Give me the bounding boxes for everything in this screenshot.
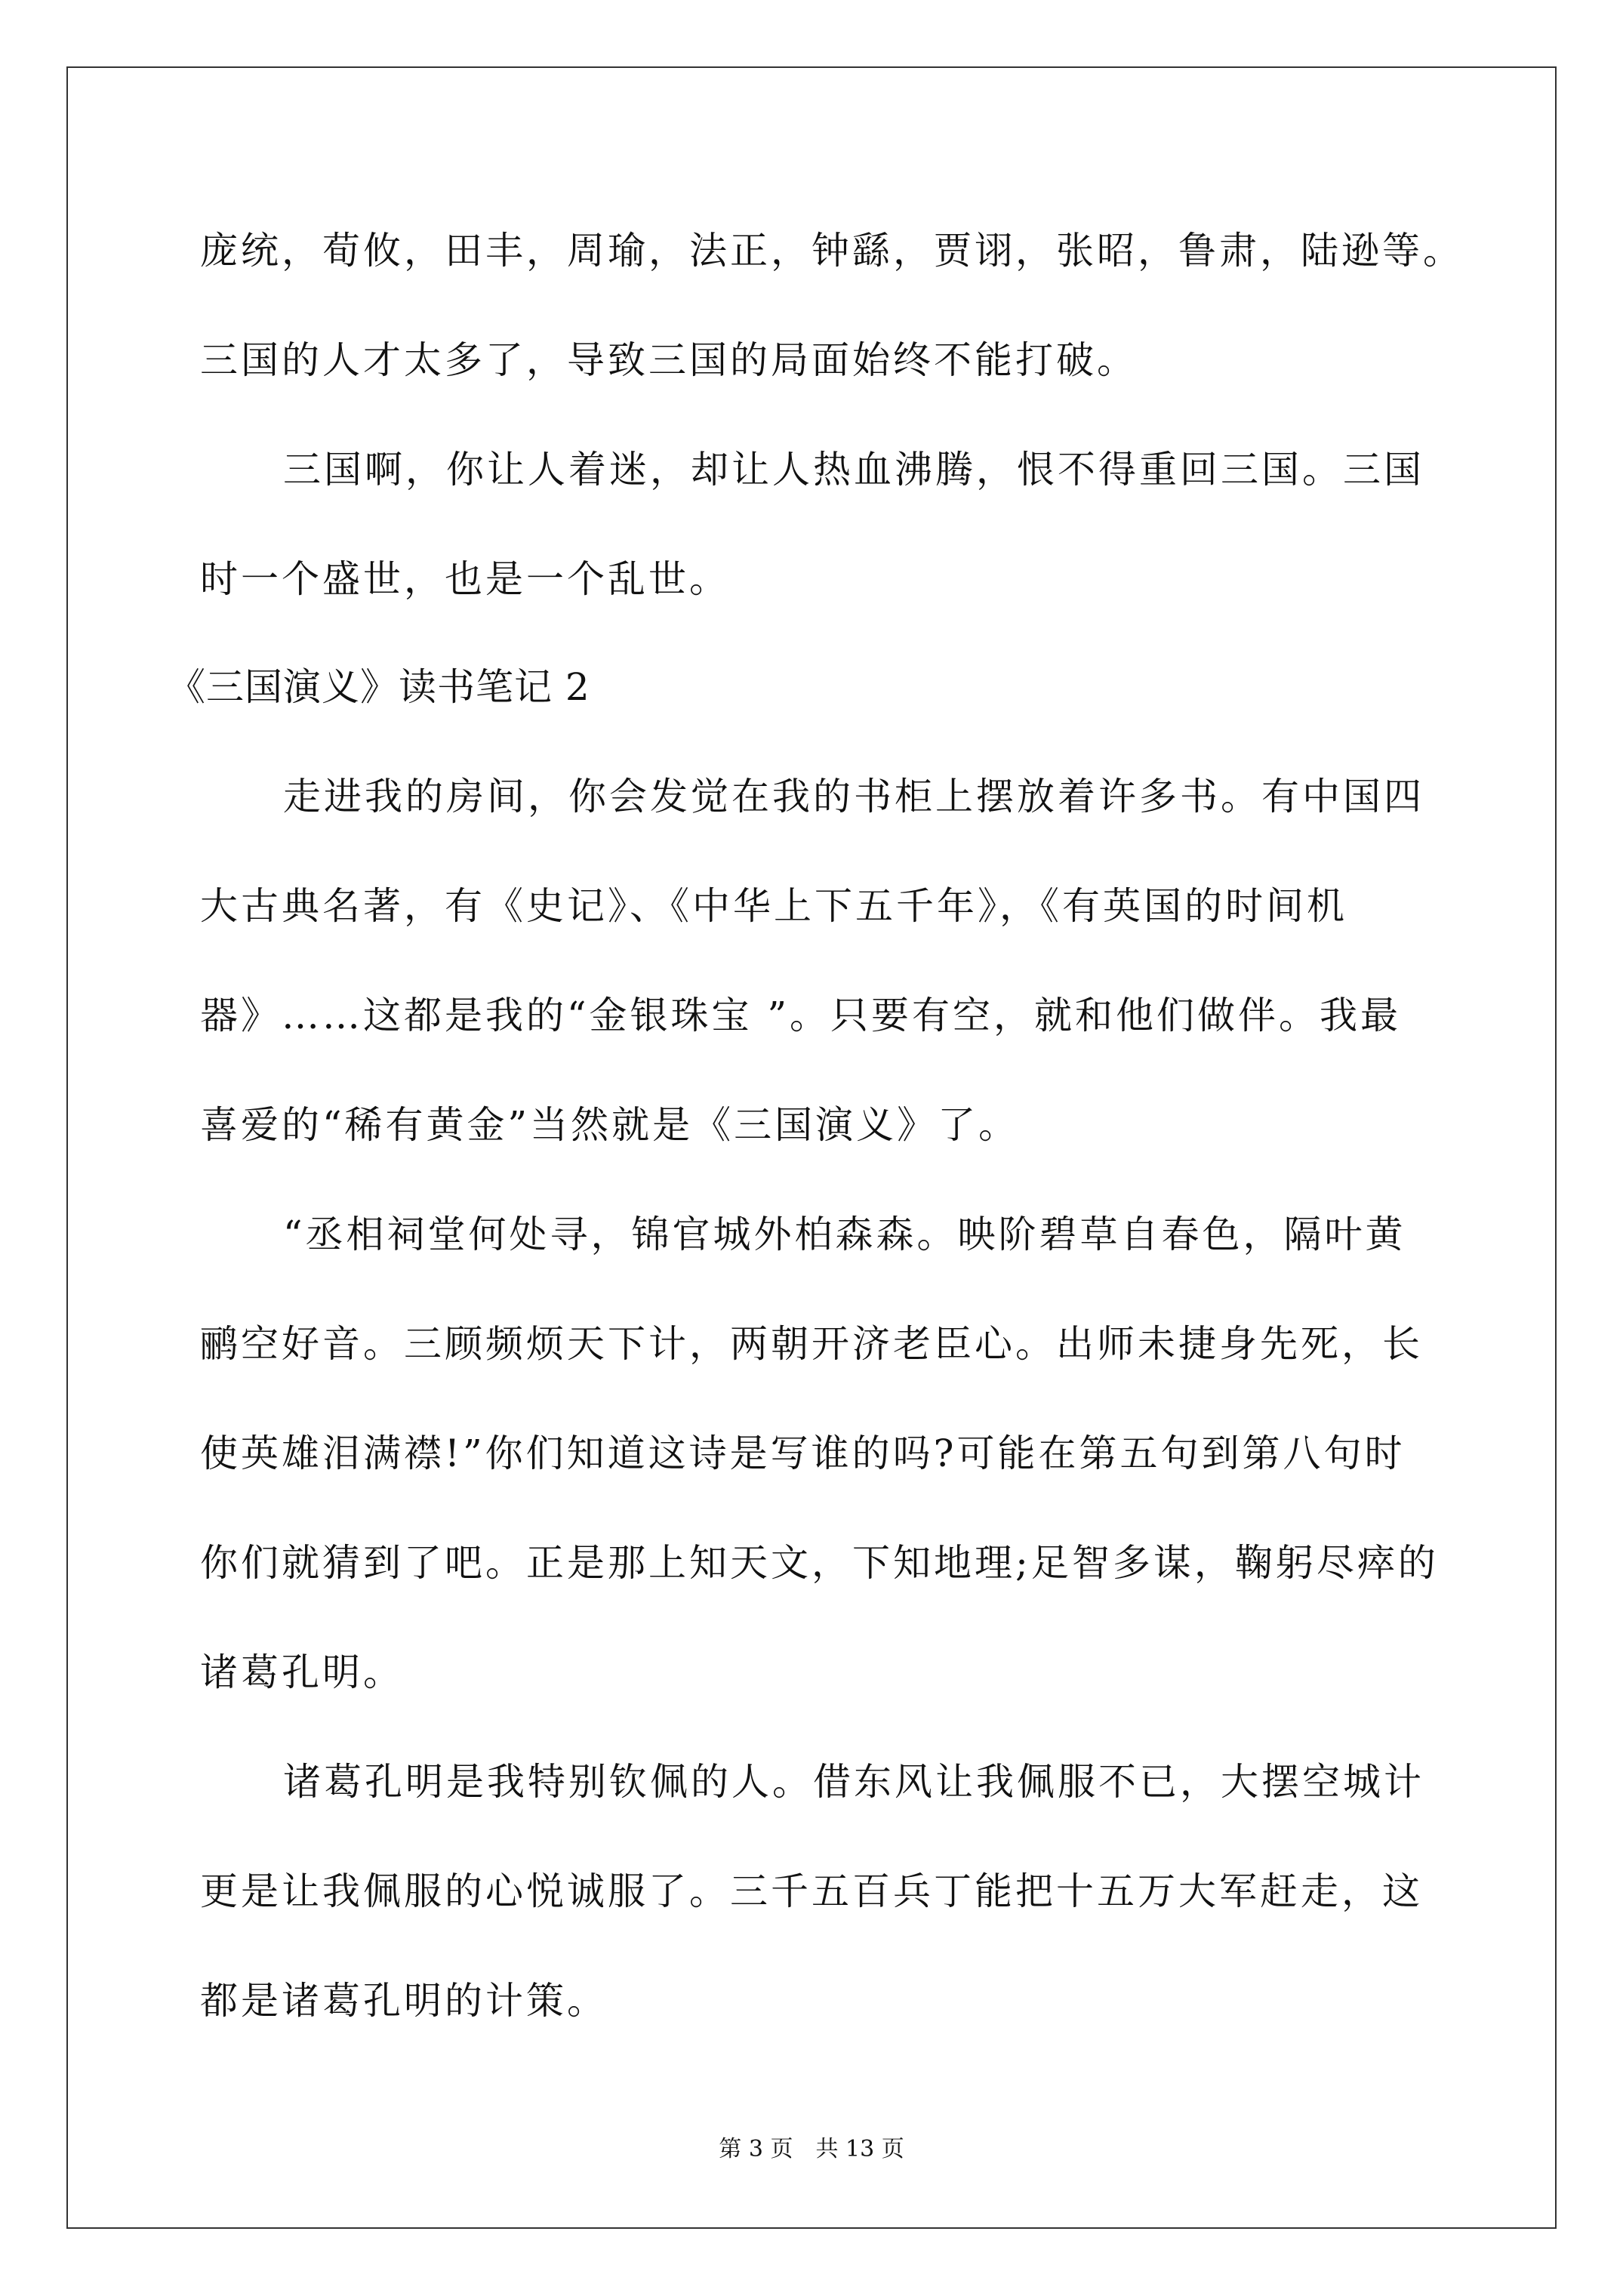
text-line: 三国的人才太多了，导致三国的局面始终不能打破。 xyxy=(200,338,1138,382)
text-line: 你们就猜到了吧。正是那上知天文，下知地理;足智多谋，鞠躬尽瘁的 xyxy=(200,1541,1439,1585)
text-line: 大古典名著，有《史记》、《中华上下五千年》，《有英国的时间机 xyxy=(200,884,1347,928)
text-line: 诸葛孔明。 xyxy=(200,1650,404,1694)
text-line: 鹂空好音。三顾频烦天下计，两朝开济老臣心。出师未捷身先死，长 xyxy=(200,1322,1423,1366)
text-line: 三国啊，你让人着迷，却让人热血沸腾，恨不得重回三国。三国 xyxy=(283,448,1424,492)
text-line: “丞相祠堂何处寻，锦官城外柏森森。映阶碧草自春色，隔叶黄 xyxy=(283,1213,1406,1256)
section-heading: 《三国演义》读书笔记 2 xyxy=(168,665,590,709)
page-total: 共 13 页 xyxy=(815,2136,904,2162)
page-number: 第 3 页 xyxy=(719,2136,793,2162)
page-footer xyxy=(0,2134,1623,2165)
text-line: 时一个盛世，也是一个乱世。 xyxy=(200,557,730,601)
text-line: 使英雄泪满襟!”你们知道这诗是写谁的吗?可能在第五句到第八句时 xyxy=(200,1432,1406,1475)
text-line: 器》……这都是我的“金银珠宝 ”。只要有空，就和他们做伴。我最 xyxy=(200,994,1402,1037)
text-line: 喜爱的“稀有黄金”当然就是《三国演义》了。 xyxy=(200,1103,1020,1147)
text-line: 庞统，荀攸，田丰，周瑜，法正，钟繇，贾诩，张昭，鲁肃，陆逊等。 xyxy=(200,229,1464,273)
text-line: 诸葛孔明是我特别钦佩的人。借东风让我佩服不已，大摆空城计 xyxy=(283,1760,1424,1804)
text-line: 走进我的房间，你会发觉在我的书柜上摆放着许多书。有中国四 xyxy=(283,775,1424,818)
text-line: 更是让我佩服的心悦诚服了。三千五百兵丁能把十五万大军赶走，这 xyxy=(200,1869,1423,1913)
text-line: 都是诸葛孔明的计策。 xyxy=(200,1979,608,2023)
